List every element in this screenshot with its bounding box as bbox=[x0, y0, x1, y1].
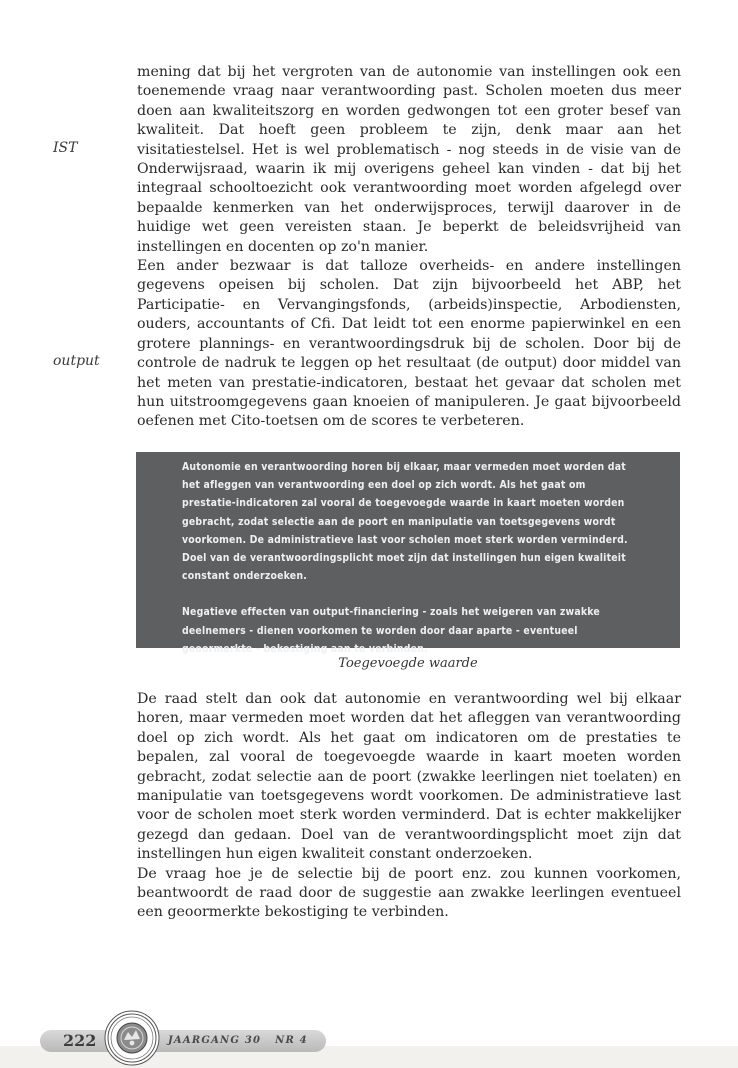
paragraph: Een ander bezwaar is dat talloze overheids- en andere instellingen gegevens opeisen bij scholen. Dat zijn bijvoorbeeld het ABP, het Participatie- en Vervangingsfonds, (arbeids)inspectie, Arbodiensten, ouders, accountants of Cfi. Dat leidt tot een enorme papierwinkel en een grotere plannings- en verantwoordingsdruk bij de scholen. Door bij de controle de nadruk te leggen op het resultaat (de output) door middel van het meten van prestatie-indicatoren, bestaat het gevaar dat scholen met hun uitstroomgegevens gaan knoeien of manipuleren. Je gaat bijvoorbeeld oefenen met Cito-toetsen om de scores te verbeteren. bbox=[137, 258, 681, 430]
paragraph: De raad stelt dan ook dat autonomie en verantwoording wel bij elkaar horen, maar vermeden moet worden dat het afleggen van verantwoording doel op zich wordt. Als het gaat om indicatoren om de prestaties te bepalen, zal vooral de toegevoegde waarde in kaart moeten worden gebracht, zodat selectie aan de poort (zwakke leerlingen niet toelaten) en manipulatie van toetsgegevens wordt voorkomen. De administratieve last voor de scholen moet sterk worden verminderd. Dat is echter makkelijker gezegd dan gedaan. Doel van de verantwoordingsplicht moet zijn dat instellingen hun eigen kwaliteit constant onderzoeken. bbox=[137, 691, 681, 863]
issue-label: NR 4 bbox=[275, 1035, 308, 1046]
highlight-paragraph: Negatieve effecten van output-financiering - zoals het weigeren van zwakke deelnemers - dienen voorkomen te worden door daar aparte - eventueel geoormerkte - bekostiging aan te verbinden. bbox=[182, 606, 600, 655]
body-text-top bbox=[137, 63, 681, 432]
footer-issue-info bbox=[168, 1030, 322, 1052]
margin-note-output: output bbox=[53, 353, 100, 369]
journal-seal-icon bbox=[104, 1010, 160, 1066]
box-caption: Toegevoegde waarde bbox=[338, 656, 478, 671]
highlight-paragraph: Autonomie en verantwoording horen bij elkaar, maar vermeden moet worden dat het afleggen van verantwoording een doel op zich wordt. Als het gaat om prestatie-indicatoren zal vooral de toegevoegde waarde in kaart moeten worden gebracht, zodat selectie aan de poort en manipulatie van toetsgegevens wordt voorkomen. De administratieve last voor scholen moet sterk worden verminderd. Doel van de verantwoordingsplicht moet zijn dat instellingen hun eigen kwaliteit constant onderzoeken. bbox=[182, 461, 628, 583]
paragraph: De vraag hoe je de selectie bij de poort enz. zou kunnen voorkomen, beantwoordt de raad door de suggestie aan zwakke leerlingen eventueel een geoormerkte bekostiging te verbinden. bbox=[137, 865, 681, 921]
page-number: 222 bbox=[63, 1031, 97, 1050]
highlight-box bbox=[136, 452, 680, 655]
body-text-bottom bbox=[137, 690, 681, 923]
volume-label: JAARGANG 30 bbox=[168, 1035, 262, 1046]
paragraph: mening dat bij het vergroten van de autonomie van instellingen ook een toenemende vraag naar verantwoording past. Scholen moeten dus meer doen aan kwaliteitszorg en worden gedwongen tot een groter besef van kwaliteit. Dat hoeft geen probleem te zijn, denk maar aan het visitatiestelsel. Het is wel problematisch - nog steeds in de visie van de Onderwijsraad, waarin ik mij overigens geheel kan vinden - dat bij het integraal schooltoezicht ook verantwoording moet worden afgelegd over bepaalde kenmerken van het onderwijsproces, terwijl daarover in de huidige wet geen vereisten staan. Je beperkt de beleidsvrijheid van instellingen en docenten op zo'n manier. bbox=[137, 64, 681, 255]
margin-note-ist: IST bbox=[53, 140, 78, 156]
